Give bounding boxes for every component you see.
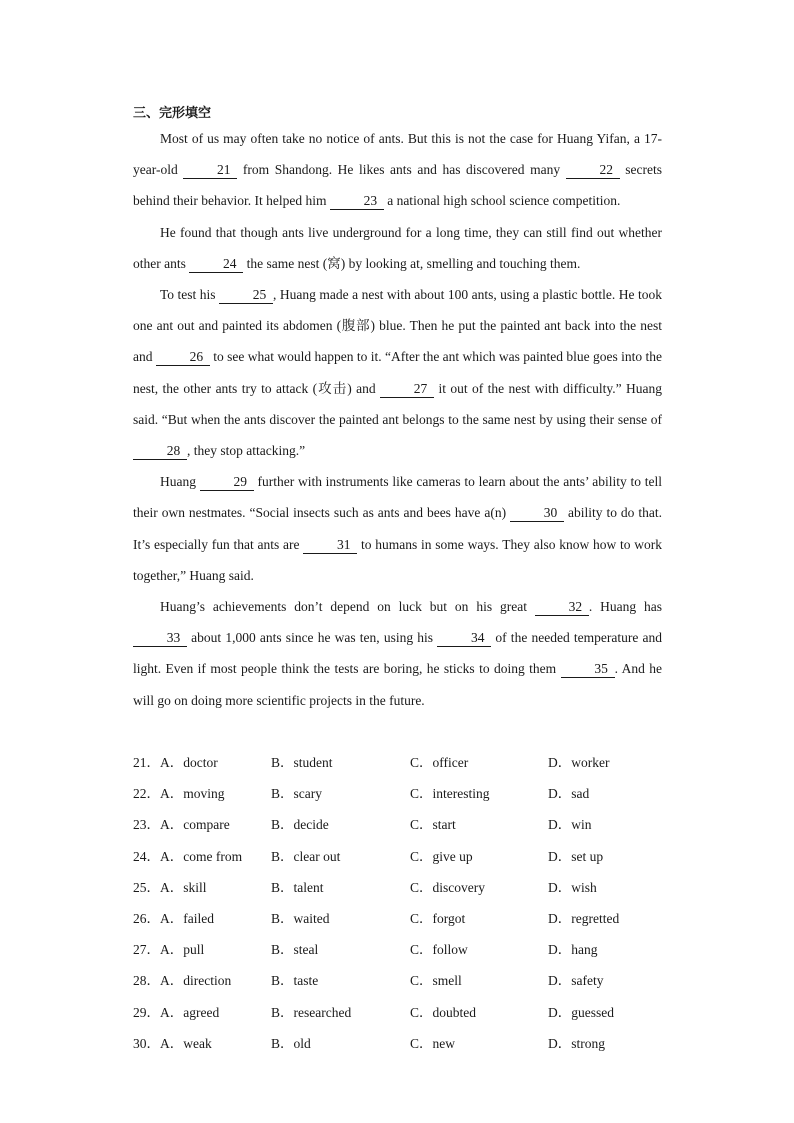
option-b[interactable]: B．waited — [271, 910, 330, 926]
passage-text: To test his — [160, 287, 220, 303]
option-c[interactable]: C．interesting — [410, 786, 490, 802]
option-b[interactable]: B．taste — [271, 973, 319, 989]
passage-text: , they stop attacking.” — [187, 443, 306, 459]
question-options-row — [133, 965, 673, 996]
option-c[interactable]: C．follow — [410, 942, 468, 958]
option-d[interactable]: D．win — [548, 817, 592, 833]
passage-text: about 1,000 ants since he was ten, using his — [187, 630, 438, 646]
answer-blank[interactable]: 31 — [303, 537, 357, 554]
answer-blank[interactable]: 35 — [561, 661, 615, 678]
option-a[interactable]: A．pull — [160, 942, 205, 958]
question-number: 21． — [133, 755, 160, 770]
section-title: 三、完形填空 — [133, 106, 212, 121]
passage-text: . Huang has — [588, 599, 662, 615]
option-a[interactable]: A．failed — [160, 910, 214, 926]
question-number: 23． — [133, 817, 160, 833]
answer-blank[interactable]: 34 — [437, 630, 491, 647]
passage-text: from Shandong. He likes ants and has discovered many — [237, 162, 566, 178]
question-options-row — [133, 872, 673, 903]
question-options-row — [133, 809, 673, 840]
answer-blank[interactable]: 23 — [330, 193, 384, 210]
passage-text: further with instruments like cameras to learn about the ants’ ability to tell their own nestmates. “Social insects such as ants and bees have a(n) — [133, 474, 662, 521]
option-d[interactable]: D．set up — [548, 848, 604, 864]
option-d[interactable]: D．guessed — [548, 1004, 614, 1020]
answer-blank[interactable]: 25 — [219, 287, 273, 304]
passage-paragraph — [133, 123, 662, 217]
option-d[interactable]: D．worker — [548, 755, 610, 770]
option-d[interactable]: D．strong — [548, 1035, 605, 1051]
question-number: 27． — [133, 942, 160, 958]
passage-paragraph — [133, 466, 662, 591]
question-number: 29． — [133, 1004, 160, 1020]
option-a[interactable]: A．moving — [160, 786, 225, 802]
answer-blank[interactable]: 29 — [200, 474, 254, 491]
passage-text: to see what would happen to it. “After the ant which was painted blue goes into the nest, the other ants try to attack (攻击) and — [133, 349, 663, 396]
question-options-row — [133, 841, 673, 872]
option-b[interactable]: B．researched — [271, 1004, 352, 1020]
question-options-row — [133, 903, 673, 934]
question-options-row — [133, 934, 673, 965]
question-number-and-option-a — [133, 903, 214, 934]
answer-blank[interactable]: 33 — [133, 630, 187, 647]
option-b[interactable]: B．talent — [271, 879, 324, 895]
passage-text: the same nest (窝) by looking at, smelling and touching them. — [243, 255, 581, 271]
passage-paragraph — [133, 591, 662, 716]
question-number: 30． — [133, 1035, 160, 1051]
options-list — [133, 747, 673, 1059]
question-options-row — [133, 778, 673, 809]
cloze-passage — [133, 123, 662, 716]
option-c[interactable]: C．officer — [410, 755, 469, 770]
passage-text: a national high school science competition. — [383, 193, 621, 209]
question-number-and-option-a — [133, 778, 225, 809]
option-c[interactable]: C．discovery — [410, 879, 485, 895]
option-a[interactable]: A．agreed — [160, 1004, 220, 1020]
option-d[interactable]: D．wish — [548, 879, 597, 895]
passage-text: secrets behind their behavior. It helped him — [133, 162, 662, 209]
passage-text: of the needed temperature and light. Even if most people think the tests are boring, he sticks to doing them — [133, 630, 663, 677]
passage-text: it out of the nest with difficulty.” Huang said. “But when the ants discover the painted ant belongs to the same nest by using their sense of — [133, 380, 662, 427]
option-c[interactable]: C．new — [410, 1035, 455, 1051]
question-number: 28． — [133, 973, 160, 989]
option-d[interactable]: D．sad — [548, 786, 590, 802]
option-d[interactable]: D．regretted — [548, 910, 620, 926]
option-b[interactable]: B．student — [271, 755, 333, 770]
question-number: 25． — [133, 879, 160, 895]
question-number-and-option-a — [133, 997, 219, 1028]
answer-blank[interactable]: 26 — [156, 349, 210, 366]
answer-blank[interactable]: 28 — [133, 443, 187, 460]
option-c[interactable]: C．give up — [410, 848, 473, 864]
question-options-row — [133, 1028, 673, 1059]
passage-text: . And he will go on doing more scientific projects in the future. — [133, 661, 663, 708]
option-d[interactable]: D．safety — [548, 973, 604, 989]
option-a[interactable]: A．weak — [160, 1035, 212, 1051]
question-options-row — [133, 997, 673, 1028]
question-number: 24． — [133, 848, 160, 864]
answer-blank[interactable]: 22 — [566, 162, 620, 179]
option-c[interactable]: C．start — [410, 817, 456, 833]
option-b[interactable]: B．clear out — [271, 848, 341, 864]
answer-blank[interactable]: 30 — [510, 505, 564, 522]
option-a[interactable]: A．come from — [160, 848, 243, 864]
option-d[interactable]: D．hang — [548, 942, 598, 958]
question-number-and-option-a — [133, 965, 231, 996]
question-number-and-option-a — [133, 872, 207, 903]
passage-text: Most of us may often take no notice of ants. But this is not the case for Huang Yifan, a 17-year-old — [133, 131, 662, 178]
question-options-row — [133, 747, 673, 778]
answer-blank[interactable]: 21 — [183, 162, 237, 179]
passage-text: to humans in some ways. They also know how to work together,” Huang said. — [133, 536, 662, 583]
question-number-and-option-a — [133, 841, 242, 872]
option-b[interactable]: B．steal — [271, 942, 319, 958]
question-number-and-option-a — [133, 1028, 212, 1059]
option-a[interactable]: A．skill — [160, 879, 207, 895]
option-a[interactable]: A．direction — [160, 973, 232, 989]
option-a[interactable]: A．compare — [160, 817, 230, 833]
passage-text: He found that though ants live underground for a long time, they can still find out whether other ants — [133, 224, 662, 271]
answer-blank[interactable]: 24 — [189, 256, 243, 273]
question-number: 22． — [133, 786, 160, 802]
passage-paragraph — [133, 217, 662, 279]
question-number-and-option-a — [133, 809, 230, 840]
passage-text: Huang’s achievements don’t depend on luck but on his great — [160, 599, 535, 615]
option-c[interactable]: C．forgot — [410, 910, 466, 926]
option-a[interactable]: A．doctor — [160, 755, 218, 770]
passage-text: ability to do that. It’s especially fun that ants are — [133, 505, 662, 552]
answer-blank[interactable]: 27 — [380, 381, 434, 398]
option-c[interactable]: C．smell — [410, 973, 462, 989]
answer-blank[interactable]: 32 — [535, 599, 589, 616]
option-b[interactable]: B．decide — [271, 817, 329, 833]
passage-text: Huang — [160, 474, 200, 490]
option-c[interactable]: C．doubted — [410, 1004, 476, 1020]
passage-paragraph — [133, 279, 662, 466]
passage-text: , Huang made a nest with about 100 ants, using a plastic bottle. He took one ant out and painted its abdomen (腹部) blue. Then he put the painted ant back into the nest and — [133, 287, 662, 365]
option-b[interactable]: B．scary — [271, 786, 322, 802]
question-number-and-option-a — [133, 747, 218, 778]
option-b[interactable]: B．old — [271, 1035, 311, 1051]
question-number: 26． — [133, 910, 160, 926]
question-number-and-option-a — [133, 934, 204, 965]
